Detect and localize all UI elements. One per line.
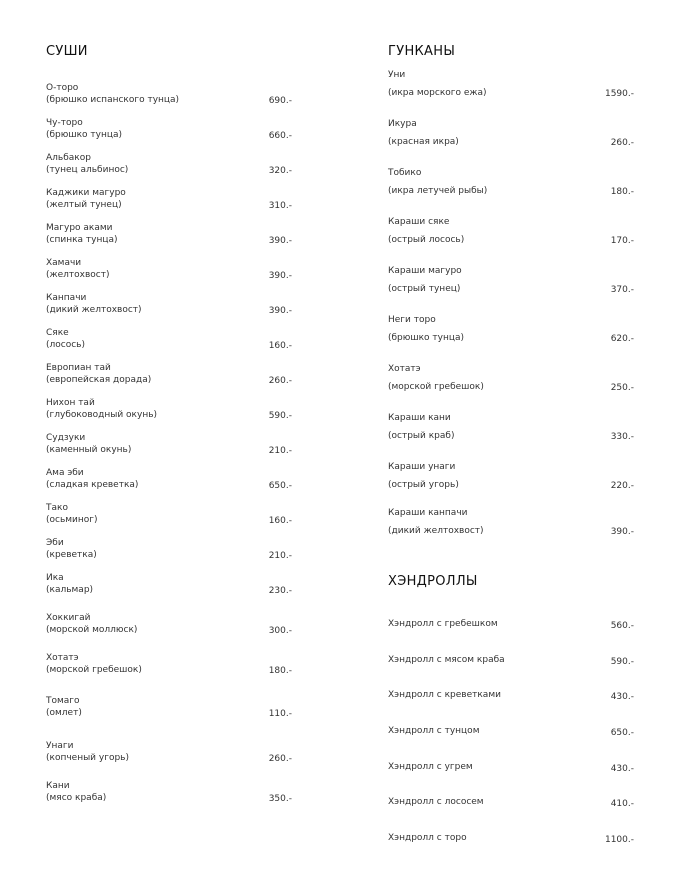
- item-description: (брюшко испанского тунца): [46, 95, 180, 105]
- item-name: Хэндролл с угрем: [388, 762, 473, 772]
- item-price: 300.-: [268, 626, 292, 636]
- item-description: (копченый угорь): [46, 753, 129, 763]
- item-price: 330.-: [610, 432, 634, 442]
- item-description: (креветка): [46, 550, 97, 560]
- item-price: 180.-: [610, 187, 634, 197]
- item-name: Караши унаги: [388, 462, 456, 472]
- item-name: Хэндролл с гребешком: [388, 619, 498, 629]
- item-description: (брюшко тунца): [46, 130, 122, 140]
- item-description: (европейская дорада): [46, 375, 152, 385]
- item-name: Хамачи: [46, 258, 82, 268]
- item-name: Икура: [388, 119, 417, 129]
- item-price: 180.-: [268, 666, 292, 676]
- item-price: 650.-: [610, 728, 634, 738]
- item-price: 210.-: [268, 446, 292, 456]
- item-description: (острый краб): [388, 431, 455, 441]
- item-description: (осьминог): [46, 515, 98, 525]
- item-name: Хэндролл с лососем: [388, 797, 484, 807]
- item-description: (острый тунец): [388, 284, 461, 294]
- item-description: (спинка тунца): [46, 235, 118, 245]
- item-name: Чу-торо: [46, 118, 83, 128]
- item-description: (сладкая креветка): [46, 480, 139, 490]
- item-name: Хотатэ: [388, 364, 421, 374]
- item-price: 590.-: [268, 411, 292, 421]
- item-name: Хэндролл с креветками: [388, 690, 501, 700]
- item-price: 260.-: [268, 376, 292, 386]
- item-description: (дикий желтохвост): [388, 526, 484, 536]
- item-price: 430.-: [610, 764, 634, 774]
- item-price: 560.-: [610, 621, 634, 631]
- item-name: Судзуки: [46, 433, 86, 443]
- item-description: (острый угорь): [388, 480, 459, 490]
- item-name: Тобико: [388, 168, 422, 178]
- item-description: (кальмар): [46, 585, 94, 595]
- item-description: (острый лосось): [388, 235, 465, 245]
- item-description: (морской гребешок): [388, 382, 484, 392]
- item-price: 390.-: [268, 271, 292, 281]
- item-price: 430.-: [610, 692, 634, 702]
- item-name: Хэндролл с мясом краба: [388, 655, 505, 665]
- item-name: Караши магуро: [388, 266, 462, 276]
- item-price: 220.-: [610, 481, 634, 491]
- item-price: 250.-: [610, 383, 634, 393]
- item-name: Каджики магуро: [46, 188, 126, 198]
- item-price: 350.-: [268, 794, 292, 804]
- item-name: Унаги: [46, 741, 74, 751]
- item-price: 590.-: [610, 657, 634, 667]
- item-description: (красная икра): [388, 137, 459, 147]
- item-name: Хэндролл с торо: [388, 833, 467, 843]
- item-name: Кани: [46, 781, 70, 791]
- item-description: (желтохвост): [46, 270, 110, 280]
- item-price: 390.-: [268, 306, 292, 316]
- item-price: 260.-: [610, 138, 634, 148]
- item-price: 260.-: [268, 754, 292, 764]
- item-price: 660.-: [268, 131, 292, 141]
- item-name: Канпачи: [46, 293, 87, 303]
- item-description: (глубоководный окунь): [46, 410, 158, 420]
- item-name: Альбакор: [46, 153, 91, 163]
- item-price: 650.-: [268, 481, 292, 491]
- item-price: 1590.-: [604, 89, 634, 99]
- item-price: 170.-: [610, 236, 634, 246]
- gunkan-section-title: ГУНКАНЫ: [388, 44, 456, 59]
- item-name: Тако: [46, 503, 68, 513]
- item-name: Ама эби: [46, 468, 84, 478]
- item-description: (морской гребешок): [46, 665, 142, 675]
- item-name: Караши канпачи: [388, 508, 468, 518]
- item-name: Неги торо: [388, 315, 436, 325]
- item-name: Европиан тай: [46, 363, 111, 373]
- item-description: (морской моллюск): [46, 625, 138, 635]
- item-price: 390.-: [610, 527, 634, 537]
- item-name: Караши сяке: [388, 217, 450, 227]
- item-name: Хоккигай: [46, 613, 91, 623]
- item-price: 690.-: [268, 96, 292, 106]
- item-price: 310.-: [268, 201, 292, 211]
- item-name: Сяке: [46, 328, 69, 338]
- item-price: 110.-: [268, 709, 292, 719]
- item-price: 410.-: [610, 799, 634, 809]
- item-price: 370.-: [610, 285, 634, 295]
- item-name: Уни: [388, 70, 406, 80]
- item-description: (желтый тунец): [46, 200, 122, 210]
- item-name: Хэндролл с тунцом: [388, 726, 480, 736]
- item-name: Ика: [46, 573, 64, 583]
- item-name: О-торо: [46, 83, 79, 93]
- item-price: 620.-: [610, 334, 634, 344]
- item-description: (икра морского ежа): [388, 88, 487, 98]
- item-name: Томаго: [46, 696, 80, 706]
- sushi-section-title: СУШИ: [46, 44, 88, 59]
- item-description: (каменный окунь): [46, 445, 132, 455]
- item-description: (мясо краба): [46, 793, 107, 803]
- item-price: 390.-: [268, 236, 292, 246]
- item-price: 160.-: [268, 516, 292, 526]
- item-price: 210.-: [268, 551, 292, 561]
- item-name: Караши кани: [388, 413, 451, 423]
- item-description: (тунец альбинос): [46, 165, 129, 175]
- item-description: (лосось): [46, 340, 85, 350]
- item-name: Магуро аками: [46, 223, 113, 233]
- item-description: (омлет): [46, 708, 82, 718]
- handrolls-section-title: ХЭНДРОЛЛЫ: [388, 574, 478, 589]
- item-description: (икра летучей рыбы): [388, 186, 488, 196]
- item-description: (брюшко тунца): [388, 333, 464, 343]
- item-name: Нихон тай: [46, 398, 95, 408]
- item-name: Эби: [46, 538, 64, 548]
- item-price: 160.-: [268, 341, 292, 351]
- item-price: 230.-: [268, 586, 292, 596]
- item-description: (дикий желтохвост): [46, 305, 142, 315]
- item-price: 320.-: [268, 166, 292, 176]
- item-name: Хотатэ: [46, 653, 79, 663]
- item-price: 1100.-: [604, 835, 634, 845]
